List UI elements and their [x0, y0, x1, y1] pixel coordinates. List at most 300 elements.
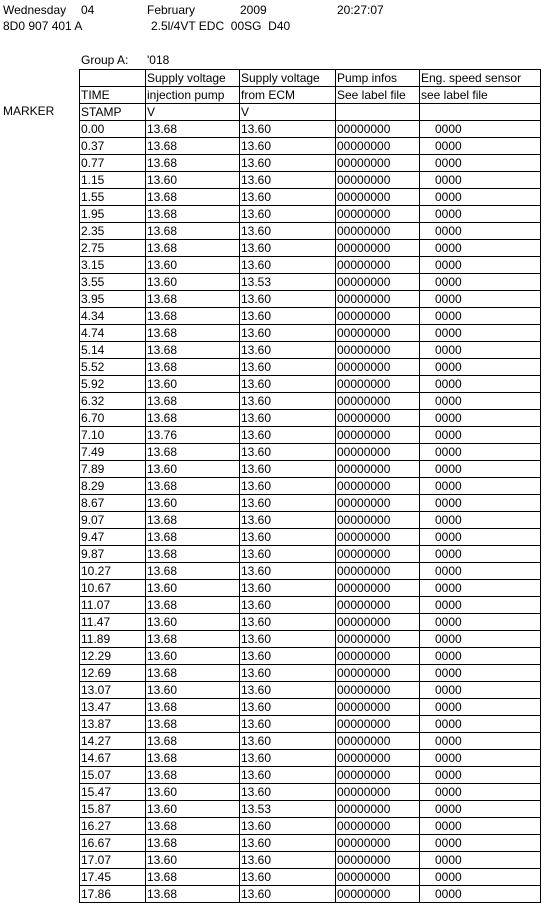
table-row — [80, 478, 541, 495]
table-row — [80, 886, 541, 903]
speed-sensor-cell: 0000 — [420, 580, 541, 597]
table-row — [80, 682, 541, 699]
pump-infos-cell: 00000000 — [336, 886, 420, 903]
ecm-voltage-cell: 13.60 — [240, 546, 336, 563]
pump-voltage-cell: 13.60 — [146, 784, 240, 801]
ecm-voltage-cell: 13.60 — [240, 784, 336, 801]
pump-voltage-cell: 13.76 — [146, 427, 240, 444]
speed-sensor-cell: 0000 — [420, 308, 541, 325]
pump-voltage-cell: 13.68 — [146, 835, 240, 852]
pump-infos-cell: 00000000 — [336, 291, 420, 308]
pump-infos-cell: 00000000 — [336, 240, 420, 257]
ecm-voltage-cell: 13.60 — [240, 189, 336, 206]
table-row — [80, 342, 541, 359]
header-part-number: 8D0 907 401 A — [3, 19, 83, 33]
pump-voltage-cell: 13.68 — [146, 529, 240, 546]
pump-infos-cell: 00000000 — [336, 852, 420, 869]
time-cell: 9.87 — [80, 546, 146, 563]
ecm-voltage-cell: 13.60 — [240, 461, 336, 478]
table-row — [80, 138, 541, 155]
table-header-cell: Pump infos — [336, 70, 420, 87]
ecm-voltage-cell: 13.60 — [240, 512, 336, 529]
pump-voltage-cell: 13.60 — [146, 495, 240, 512]
speed-sensor-cell: 0000 — [420, 631, 541, 648]
table-row — [80, 461, 541, 478]
pump-infos-cell: 00000000 — [336, 546, 420, 563]
pump-infos-cell: 00000000 — [336, 223, 420, 240]
time-cell: 2.35 — [80, 223, 146, 240]
ecm-voltage-cell: 13.60 — [240, 529, 336, 546]
speed-sensor-cell: 0000 — [420, 359, 541, 376]
speed-sensor-cell: 0000 — [420, 223, 541, 240]
table-header-cell — [420, 104, 541, 121]
ecm-voltage-cell: 13.60 — [240, 155, 336, 172]
pump-voltage-cell: 13.68 — [146, 597, 240, 614]
header-engine-desc: 2.5l/4VT EDC 00SG D40 — [151, 19, 291, 33]
pump-voltage-cell: 13.60 — [146, 614, 240, 631]
pump-voltage-cell: 13.68 — [146, 342, 240, 359]
header-month: February — [147, 3, 196, 17]
pump-infos-cell: 00000000 — [336, 767, 420, 784]
pump-voltage-cell: 13.68 — [146, 869, 240, 886]
pump-infos-cell: 00000000 — [336, 206, 420, 223]
pump-infos-cell: 00000000 — [336, 665, 420, 682]
pump-infos-cell: 00000000 — [336, 818, 420, 835]
pump-voltage-cell: 13.68 — [146, 444, 240, 461]
speed-sensor-cell: 0000 — [420, 427, 541, 444]
table-row — [80, 257, 541, 274]
ecm-voltage-cell: 13.53 — [240, 801, 336, 818]
speed-sensor-cell: 0000 — [420, 869, 541, 886]
speed-sensor-cell: 0000 — [420, 835, 541, 852]
table-header-cell: TIME — [80, 87, 146, 104]
pump-infos-cell: 00000000 — [336, 189, 420, 206]
pump-infos-cell: 00000000 — [336, 376, 420, 393]
pump-infos-cell: 00000000 — [336, 699, 420, 716]
table-header-cell: V — [240, 104, 336, 121]
pump-voltage-cell: 13.68 — [146, 393, 240, 410]
pump-voltage-cell: 13.68 — [146, 121, 240, 138]
time-cell: 9.07 — [80, 512, 146, 529]
speed-sensor-cell: 0000 — [420, 138, 541, 155]
table-header-cell: from ECM — [240, 87, 336, 104]
time-cell: 5.92 — [80, 376, 146, 393]
ecm-voltage-cell: 13.60 — [240, 427, 336, 444]
table-row — [80, 597, 541, 614]
speed-sensor-cell: 0000 — [420, 716, 541, 733]
ecm-voltage-cell: 13.60 — [240, 886, 336, 903]
table-row — [80, 359, 541, 376]
table-row — [80, 733, 541, 750]
time-cell: 6.32 — [80, 393, 146, 410]
group-label: Group A: — [81, 53, 129, 67]
time-cell: 11.89 — [80, 631, 146, 648]
table-header-cell: See label file — [336, 87, 420, 104]
time-cell: 12.69 — [80, 665, 146, 682]
speed-sensor-cell: 0000 — [420, 512, 541, 529]
table-row — [80, 427, 541, 444]
speed-sensor-cell: 0000 — [420, 410, 541, 427]
pump-infos-cell: 00000000 — [336, 563, 420, 580]
speed-sensor-cell: 0000 — [420, 614, 541, 631]
pump-infos-cell: 00000000 — [336, 427, 420, 444]
time-cell: 5.52 — [80, 359, 146, 376]
pump-voltage-cell: 13.60 — [146, 461, 240, 478]
time-cell: 13.47 — [80, 699, 146, 716]
table-header-cell: Eng. speed sensor — [420, 70, 541, 87]
table-row — [80, 308, 541, 325]
pump-infos-cell: 00000000 — [336, 495, 420, 512]
pump-voltage-cell: 13.68 — [146, 325, 240, 342]
time-cell: 17.86 — [80, 886, 146, 903]
table-row — [80, 240, 541, 257]
speed-sensor-cell: 0000 — [420, 818, 541, 835]
pump-infos-cell: 00000000 — [336, 648, 420, 665]
ecm-voltage-cell: 13.60 — [240, 597, 336, 614]
ecm-voltage-cell: 13.60 — [240, 580, 336, 597]
pump-voltage-cell: 13.68 — [146, 478, 240, 495]
pump-infos-cell: 00000000 — [336, 614, 420, 631]
pump-infos-cell: 00000000 — [336, 342, 420, 359]
table-row — [80, 376, 541, 393]
speed-sensor-cell: 0000 — [420, 801, 541, 818]
marker-label: MARKER — [3, 104, 55, 118]
speed-sensor-cell: 0000 — [420, 733, 541, 750]
table-row — [80, 206, 541, 223]
time-cell: 8.29 — [80, 478, 146, 495]
pump-voltage-cell: 13.60 — [146, 274, 240, 291]
pump-voltage-cell: 13.60 — [146, 648, 240, 665]
ecm-voltage-cell: 13.60 — [240, 631, 336, 648]
time-cell: 1.95 — [80, 206, 146, 223]
table-row — [80, 631, 541, 648]
measurement-table — [79, 69, 541, 903]
table-row — [80, 580, 541, 597]
pump-infos-cell: 00000000 — [336, 750, 420, 767]
speed-sensor-cell: 0000 — [420, 546, 541, 563]
pump-voltage-cell: 13.68 — [146, 750, 240, 767]
speed-sensor-cell: 0000 — [420, 886, 541, 903]
pump-infos-cell: 00000000 — [336, 274, 420, 291]
time-cell: 17.45 — [80, 869, 146, 886]
pump-voltage-cell: 13.68 — [146, 206, 240, 223]
speed-sensor-cell: 0000 — [420, 444, 541, 461]
pump-infos-cell: 00000000 — [336, 784, 420, 801]
pump-infos-cell: 00000000 — [336, 155, 420, 172]
ecm-voltage-cell: 13.60 — [240, 376, 336, 393]
pump-infos-cell: 00000000 — [336, 716, 420, 733]
time-cell: 11.47 — [80, 614, 146, 631]
speed-sensor-cell: 0000 — [420, 495, 541, 512]
ecm-voltage-cell: 13.60 — [240, 223, 336, 240]
speed-sensor-cell: 0000 — [420, 478, 541, 495]
table-header-cell: STAMP — [80, 104, 146, 121]
time-cell: 12.29 — [80, 648, 146, 665]
time-cell: 5.14 — [80, 342, 146, 359]
table-row — [80, 818, 541, 835]
pump-infos-cell: 00000000 — [336, 597, 420, 614]
time-cell: 3.15 — [80, 257, 146, 274]
time-cell: 15.87 — [80, 801, 146, 818]
ecm-voltage-cell: 13.60 — [240, 614, 336, 631]
table-row — [80, 750, 541, 767]
ecm-voltage-cell: 13.60 — [240, 342, 336, 359]
pump-voltage-cell: 13.60 — [146, 580, 240, 597]
table-header-cell — [336, 104, 420, 121]
pump-infos-cell: 00000000 — [336, 869, 420, 886]
time-cell: 2.75 — [80, 240, 146, 257]
speed-sensor-cell: 0000 — [420, 172, 541, 189]
time-cell: 0.77 — [80, 155, 146, 172]
ecm-voltage-cell: 13.60 — [240, 206, 336, 223]
table-row — [80, 767, 541, 784]
speed-sensor-cell: 0000 — [420, 155, 541, 172]
time-cell: 14.67 — [80, 750, 146, 767]
time-cell: 7.89 — [80, 461, 146, 478]
pump-voltage-cell: 13.68 — [146, 240, 240, 257]
pump-voltage-cell: 13.68 — [146, 291, 240, 308]
pump-voltage-cell: 13.68 — [146, 733, 240, 750]
time-cell: 3.55 — [80, 274, 146, 291]
table-header-cell: Supply voltage — [240, 70, 336, 87]
pump-voltage-cell: 13.68 — [146, 716, 240, 733]
table-row — [80, 852, 541, 869]
pump-infos-cell: 00000000 — [336, 512, 420, 529]
table-row — [80, 393, 541, 410]
speed-sensor-cell: 0000 — [420, 529, 541, 546]
time-cell: 14.27 — [80, 733, 146, 750]
time-cell: 11.07 — [80, 597, 146, 614]
speed-sensor-cell: 0000 — [420, 767, 541, 784]
pump-voltage-cell: 13.68 — [146, 138, 240, 155]
pump-voltage-cell: 13.68 — [146, 818, 240, 835]
table-row — [80, 546, 541, 563]
pump-voltage-cell: 13.68 — [146, 155, 240, 172]
table-row — [80, 172, 541, 189]
speed-sensor-cell: 0000 — [420, 461, 541, 478]
table-row — [80, 716, 541, 733]
header-time: 20:27:07 — [337, 3, 384, 17]
time-cell: 13.87 — [80, 716, 146, 733]
time-cell: 4.34 — [80, 308, 146, 325]
pump-infos-cell: 00000000 — [336, 359, 420, 376]
ecm-voltage-cell: 13.60 — [240, 172, 336, 189]
ecm-voltage-cell: 13.60 — [240, 869, 336, 886]
header-day: 04 — [81, 3, 95, 17]
table-row — [80, 410, 541, 427]
table-header-row — [80, 70, 541, 87]
table-header-cell: injection pump — [146, 87, 240, 104]
table-row — [80, 291, 541, 308]
pump-voltage-cell: 13.68 — [146, 699, 240, 716]
ecm-voltage-cell: 13.60 — [240, 138, 336, 155]
pump-voltage-cell: 13.60 — [146, 801, 240, 818]
time-cell: 15.47 — [80, 784, 146, 801]
speed-sensor-cell: 0000 — [420, 648, 541, 665]
pump-voltage-cell: 13.68 — [146, 665, 240, 682]
table-header-row — [80, 87, 541, 104]
table-row — [80, 614, 541, 631]
speed-sensor-cell: 0000 — [420, 665, 541, 682]
ecm-voltage-cell: 13.60 — [240, 359, 336, 376]
pump-infos-cell: 00000000 — [336, 478, 420, 495]
speed-sensor-cell: 0000 — [420, 257, 541, 274]
ecm-voltage-cell: 13.60 — [240, 818, 336, 835]
speed-sensor-cell: 0000 — [420, 121, 541, 138]
time-cell: 16.27 — [80, 818, 146, 835]
table-row — [80, 648, 541, 665]
speed-sensor-cell: 0000 — [420, 189, 541, 206]
header-weekday: Wednesday — [3, 3, 67, 17]
time-cell: 17.07 — [80, 852, 146, 869]
ecm-voltage-cell: 13.60 — [240, 308, 336, 325]
table-row — [80, 121, 541, 138]
time-cell: 7.10 — [80, 427, 146, 444]
time-cell: 4.74 — [80, 325, 146, 342]
table-row — [80, 801, 541, 818]
ecm-voltage-cell: 13.60 — [240, 291, 336, 308]
table-row — [80, 784, 541, 801]
ecm-voltage-cell: 13.53 — [240, 274, 336, 291]
table-row — [80, 835, 541, 852]
pump-voltage-cell: 13.68 — [146, 767, 240, 784]
table-row — [80, 223, 541, 240]
table-row — [80, 699, 541, 716]
time-cell: 0.37 — [80, 138, 146, 155]
pump-voltage-cell: 13.68 — [146, 359, 240, 376]
speed-sensor-cell: 0000 — [420, 206, 541, 223]
table-header-cell — [80, 70, 146, 87]
pump-infos-cell: 00000000 — [336, 121, 420, 138]
pump-infos-cell: 00000000 — [336, 580, 420, 597]
speed-sensor-cell: 0000 — [420, 291, 541, 308]
time-cell: 15.07 — [80, 767, 146, 784]
ecm-voltage-cell: 13.60 — [240, 444, 336, 461]
pump-infos-cell: 00000000 — [336, 461, 420, 478]
pump-voltage-cell: 13.68 — [146, 189, 240, 206]
ecm-voltage-cell: 13.60 — [240, 767, 336, 784]
ecm-voltage-cell: 13.60 — [240, 733, 336, 750]
ecm-voltage-cell: 13.60 — [240, 393, 336, 410]
time-cell: 9.47 — [80, 529, 146, 546]
ecm-voltage-cell: 13.60 — [240, 410, 336, 427]
pump-infos-cell: 00000000 — [336, 138, 420, 155]
time-cell: 13.07 — [80, 682, 146, 699]
pump-infos-cell: 00000000 — [336, 835, 420, 852]
table-row — [80, 274, 541, 291]
pump-voltage-cell: 13.68 — [146, 223, 240, 240]
ecm-voltage-cell: 13.60 — [240, 325, 336, 342]
speed-sensor-cell: 0000 — [420, 699, 541, 716]
pump-infos-cell: 00000000 — [336, 631, 420, 648]
pump-voltage-cell: 13.60 — [146, 682, 240, 699]
ecm-voltage-cell: 13.60 — [240, 750, 336, 767]
time-cell: 10.27 — [80, 563, 146, 580]
speed-sensor-cell: 0000 — [420, 393, 541, 410]
table-header-row — [80, 104, 541, 121]
table-row — [80, 189, 541, 206]
pump-voltage-cell: 13.60 — [146, 257, 240, 274]
time-cell: 8.67 — [80, 495, 146, 512]
table-row — [80, 512, 541, 529]
time-cell: 0.00 — [80, 121, 146, 138]
pump-infos-cell: 00000000 — [336, 682, 420, 699]
speed-sensor-cell: 0000 — [420, 325, 541, 342]
pump-voltage-cell: 13.68 — [146, 631, 240, 648]
speed-sensor-cell: 0000 — [420, 784, 541, 801]
ecm-voltage-cell: 13.60 — [240, 648, 336, 665]
pump-voltage-cell: 13.68 — [146, 308, 240, 325]
table-header-cell: see label file — [420, 87, 541, 104]
pump-infos-cell: 00000000 — [336, 172, 420, 189]
pump-infos-cell: 00000000 — [336, 801, 420, 818]
time-cell: 1.15 — [80, 172, 146, 189]
pump-infos-cell: 00000000 — [336, 444, 420, 461]
table-row — [80, 665, 541, 682]
table-row — [80, 155, 541, 172]
pump-infos-cell: 00000000 — [336, 308, 420, 325]
ecm-voltage-cell: 13.60 — [240, 495, 336, 512]
pump-voltage-cell: 13.68 — [146, 563, 240, 580]
pump-voltage-cell: 13.60 — [146, 376, 240, 393]
pump-voltage-cell: 13.68 — [146, 546, 240, 563]
pump-infos-cell: 00000000 — [336, 393, 420, 410]
table-header-cell: Supply voltage — [146, 70, 240, 87]
ecm-voltage-cell: 13.60 — [240, 240, 336, 257]
pump-infos-cell: 00000000 — [336, 410, 420, 427]
ecm-voltage-cell: 13.60 — [240, 716, 336, 733]
table-row — [80, 529, 541, 546]
ecm-voltage-cell: 13.60 — [240, 852, 336, 869]
table-header-cell: V — [146, 104, 240, 121]
time-cell: 7.49 — [80, 444, 146, 461]
table-row — [80, 444, 541, 461]
speed-sensor-cell: 0000 — [420, 376, 541, 393]
header-year: 2009 — [240, 3, 267, 17]
speed-sensor-cell: 0000 — [420, 750, 541, 767]
table-row — [80, 869, 541, 886]
time-cell: 1.55 — [80, 189, 146, 206]
table-row — [80, 325, 541, 342]
group-value: '018 — [147, 53, 170, 67]
ecm-voltage-cell: 13.60 — [240, 257, 336, 274]
ecm-voltage-cell: 13.60 — [240, 665, 336, 682]
pump-voltage-cell: 13.68 — [146, 410, 240, 427]
table-row — [80, 563, 541, 580]
pump-voltage-cell: 13.68 — [146, 886, 240, 903]
speed-sensor-cell: 0000 — [420, 597, 541, 614]
pump-voltage-cell: 13.68 — [146, 512, 240, 529]
ecm-voltage-cell: 13.60 — [240, 835, 336, 852]
pump-voltage-cell: 13.60 — [146, 172, 240, 189]
ecm-voltage-cell: 13.60 — [240, 478, 336, 495]
speed-sensor-cell: 0000 — [420, 274, 541, 291]
ecm-voltage-cell: 13.60 — [240, 121, 336, 138]
time-cell: 3.95 — [80, 291, 146, 308]
speed-sensor-cell: 0000 — [420, 682, 541, 699]
pump-infos-cell: 00000000 — [336, 257, 420, 274]
ecm-voltage-cell: 13.60 — [240, 682, 336, 699]
pump-infos-cell: 00000000 — [336, 325, 420, 342]
pump-infos-cell: 00000000 — [336, 733, 420, 750]
table-row — [80, 495, 541, 512]
pump-infos-cell: 00000000 — [336, 529, 420, 546]
pump-voltage-cell: 13.60 — [146, 852, 240, 869]
speed-sensor-cell: 0000 — [420, 563, 541, 580]
time-cell: 16.67 — [80, 835, 146, 852]
ecm-voltage-cell: 13.60 — [240, 699, 336, 716]
speed-sensor-cell: 0000 — [420, 852, 541, 869]
